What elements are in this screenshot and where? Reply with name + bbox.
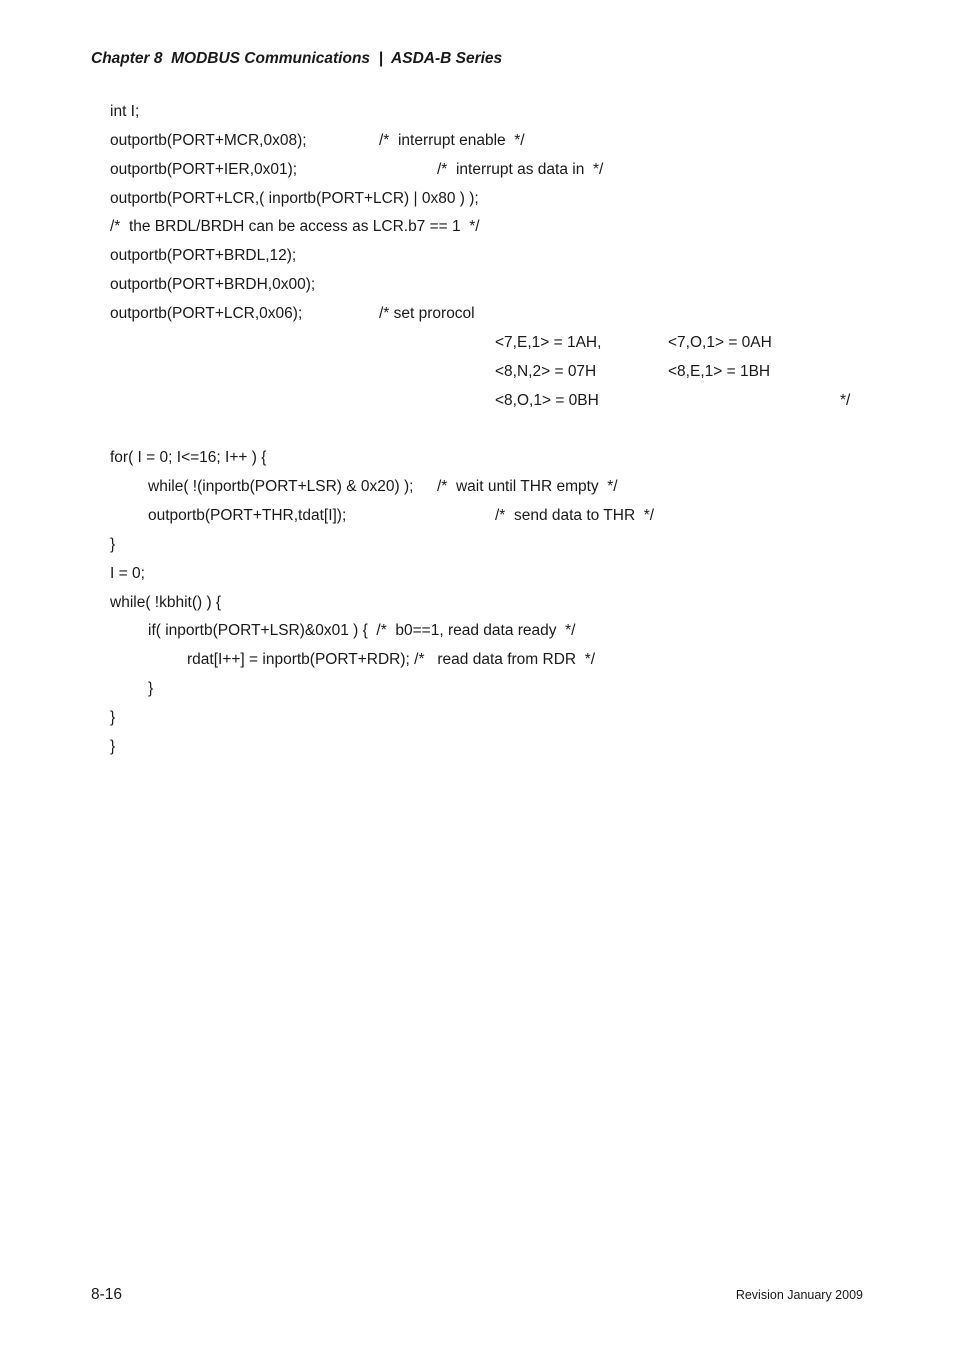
revision-date: Revision January 2009 bbox=[735, 1288, 863, 1302]
code-line: for( I = 0; I<=16; I++ ) { bbox=[110, 449, 267, 466]
comment-end: */ bbox=[840, 392, 851, 409]
code-line: } bbox=[110, 738, 116, 755]
code-line: I = 0; bbox=[110, 565, 145, 582]
code-line: outportb(PORT+THR,tdat[I]); bbox=[148, 507, 347, 524]
code-line: outportb(PORT+BRDL,12); bbox=[110, 247, 297, 264]
code-line: outportb(PORT+LCR,( inportb(PORT+LCR) | 0x80 ) ); bbox=[110, 190, 479, 207]
protocol-value: <8,N,2> = 07H bbox=[495, 363, 597, 380]
chapter-title: Chapter 8 MODBUS Communications bbox=[91, 50, 371, 67]
code-comment: /* send data to THR */ bbox=[495, 507, 655, 524]
protocol-value: <8,E,1> = 1BH bbox=[668, 363, 771, 380]
code-line: } bbox=[110, 536, 116, 553]
series-name: ASDA-B Series bbox=[391, 50, 503, 67]
protocol-value: <8,O,1> = 0BH bbox=[495, 392, 599, 409]
code-line: } bbox=[148, 680, 154, 697]
code-comment: /* wait until THR empty */ bbox=[437, 478, 618, 495]
code-line: int I; bbox=[110, 103, 140, 120]
code-comment: /* the BRDL/BRDH can be access as LCR.b7 == 1 */ bbox=[110, 218, 480, 235]
code-line: outportb(PORT+BRDH,0x00); bbox=[110, 276, 316, 293]
code-line: outportb(PORT+IER,0x01); bbox=[110, 161, 298, 178]
code-line: rdat[I++] = inportb(PORT+RDR); /* read data from RDR */ bbox=[187, 651, 596, 668]
header-separator: | bbox=[378, 50, 383, 67]
code-line: } bbox=[110, 709, 116, 726]
code-line: outportb(PORT+LCR,0x06); bbox=[110, 305, 303, 322]
code-comment: /* interrupt as data in */ bbox=[437, 161, 604, 178]
code-comment: /* interrupt enable */ bbox=[379, 132, 525, 149]
code-comment: /* set prorocol bbox=[379, 305, 475, 322]
page-number: 8-16 bbox=[91, 1286, 123, 1303]
protocol-value: <7,O,1> = 0AH bbox=[668, 334, 772, 351]
protocol-value: <7,E,1> = 1AH, bbox=[495, 334, 602, 351]
code-line: outportb(PORT+MCR,0x08); bbox=[110, 132, 307, 149]
code-line: while( !kbhit() ) { bbox=[110, 594, 222, 611]
code-line: while( !(inportb(PORT+LSR) & 0x20) ); bbox=[148, 478, 414, 495]
code-line: if( inportb(PORT+LSR)&0x01 ) { /* b0==1, read data ready */ bbox=[148, 622, 576, 639]
